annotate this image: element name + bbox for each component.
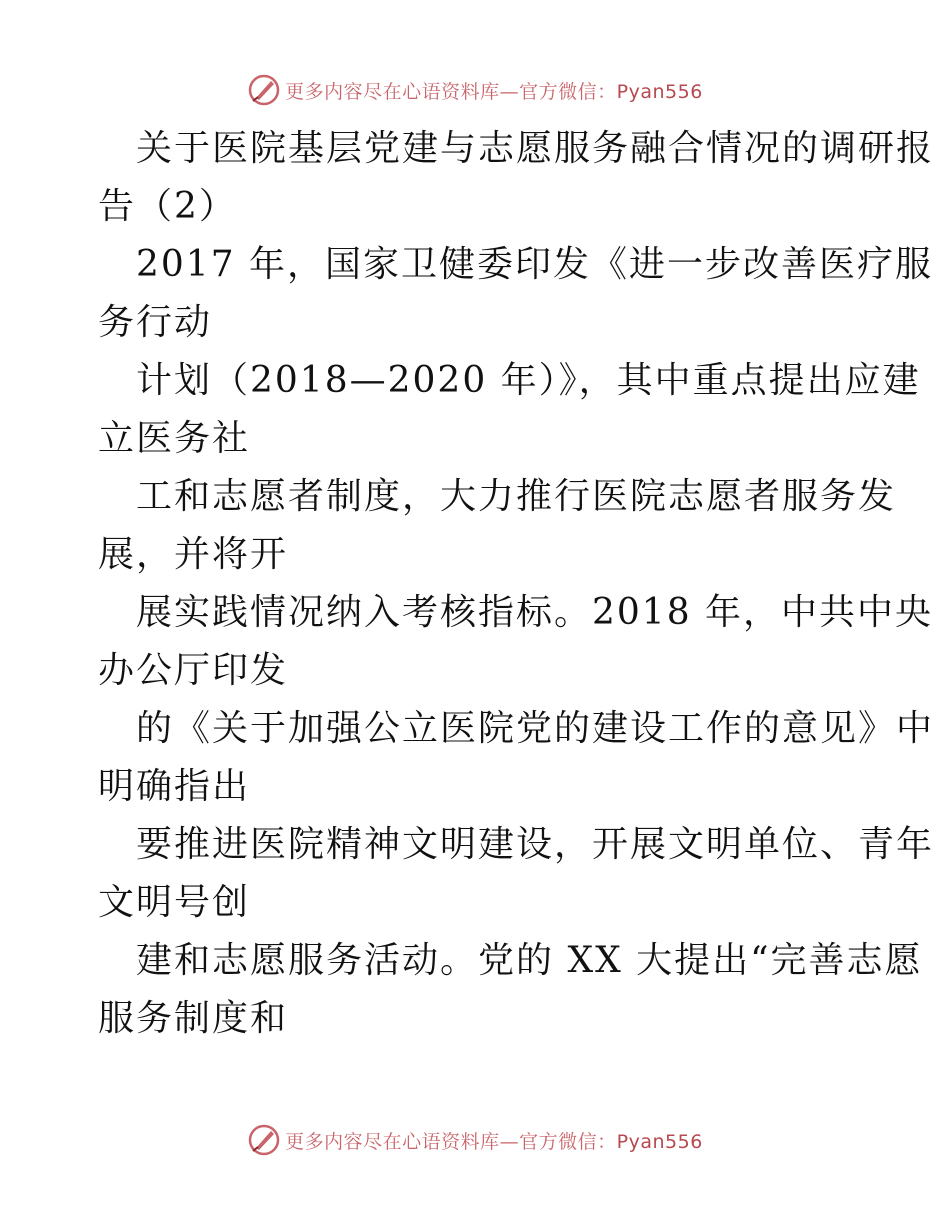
text-line: 文明号创	[98, 882, 251, 923]
text-line: 建和志愿服务活动。党的 XX 大提出“完善志愿	[136, 940, 923, 981]
text-line: 办公厅印发	[98, 650, 289, 691]
text-line: 告（2）	[98, 186, 237, 227]
text-line: 展实践情况纳入考核指标。2018 年，中共中央	[136, 592, 934, 633]
text-line: 明确指出	[98, 766, 251, 807]
text-line: 务行动	[98, 302, 213, 343]
text-line: 要推进医院精神文明建设，开展文明单位、青年	[136, 824, 935, 865]
quill-seal-icon	[247, 1123, 281, 1157]
text-line: 2017 年，国家卫健委印发《进一步改善医疗服	[136, 244, 934, 285]
text-line: 展，并将开	[98, 534, 289, 575]
document-body	[98, 120, 935, 1048]
footer-banner	[0, 1120, 950, 1160]
quill-seal-icon	[247, 73, 281, 107]
header-wechat-id: Pyan556	[616, 80, 703, 103]
text-line: 的《关于加强公立医院党的建设工作的意见》中	[136, 708, 935, 749]
text-line: 工和志愿者制度，大力推行医院志愿者服务发	[136, 476, 897, 517]
text-line: 计划（2018—2020 年）》，其中重点提出应建	[136, 360, 921, 401]
text-line: 服务制度和	[98, 998, 289, 1039]
text-line: 立医务社	[98, 418, 251, 459]
header-banner-text: 更多内容尽在心语资料库—官方微信：Pyan556	[285, 80, 703, 103]
footer-wechat-id: Pyan556	[616, 1130, 703, 1153]
header-banner	[0, 70, 950, 110]
footer-banner-text: 更多内容尽在心语资料库—官方微信：Pyan556	[285, 1130, 703, 1153]
text-line: 关于医院基层党建与志愿服务融合情况的调研报	[136, 128, 935, 169]
